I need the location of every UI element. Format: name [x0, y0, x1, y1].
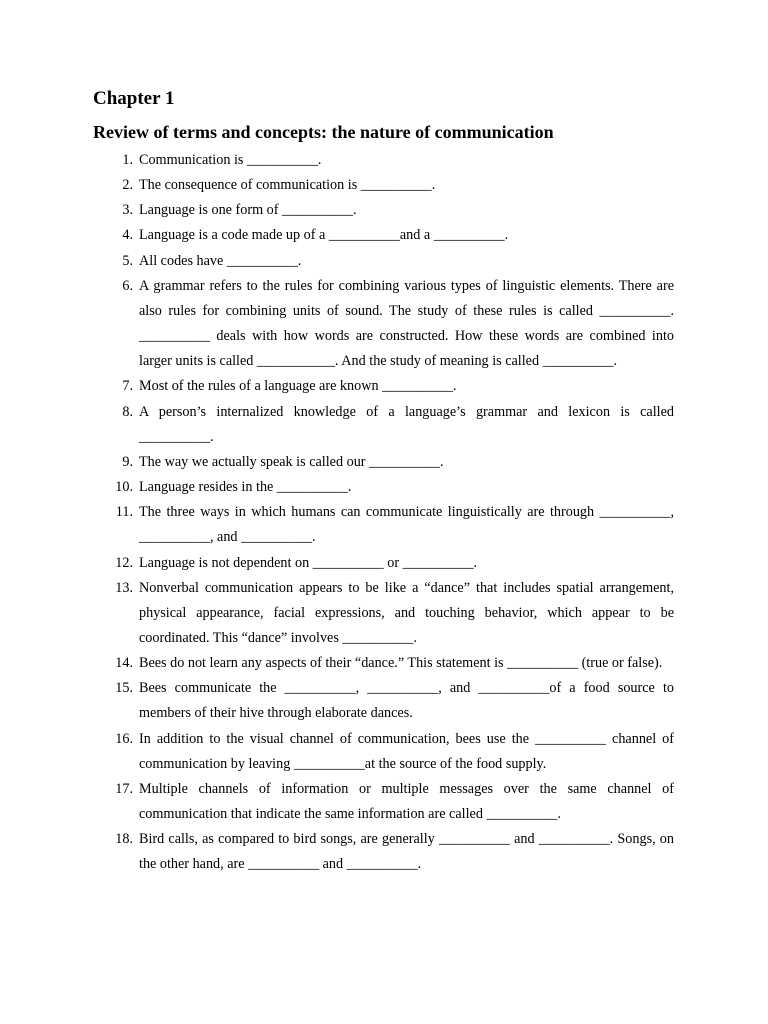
item-number: 13. — [115, 579, 133, 596]
item-number: 18. — [115, 831, 133, 848]
item-text: The three ways in which humans can communicate linguistically are through __________, __________, and __________. — [139, 504, 674, 546]
list-item — [93, 198, 674, 223]
item-number: 2. — [122, 177, 133, 194]
item-number: 5. — [122, 252, 133, 269]
list-item — [93, 274, 674, 375]
list-item — [93, 651, 674, 676]
item-text: Communication is __________. — [139, 152, 322, 168]
item-number: 4. — [122, 227, 133, 244]
item-number: 8. — [122, 403, 133, 420]
section-title: Review of terms and concepts: the nature of communication — [93, 122, 554, 142]
item-text: Language is one form of __________. — [139, 202, 357, 219]
item-number: 15. — [115, 680, 133, 697]
item-text: The way we actually speak is called our __________. — [139, 453, 444, 470]
list-item — [93, 475, 674, 500]
list-item — [93, 551, 674, 576]
item-text: Multiple channels of information or multiple messages over the same channel of communication that indicate the same information are called __________. — [139, 780, 674, 823]
item-text: Bees communicate the __________, __________, and __________of a food source to members of their hive through elaborate dances. — [139, 680, 674, 722]
item-number: 3. — [122, 202, 133, 219]
item-number: 9. — [122, 453, 133, 470]
item-text: Language is not dependent on __________ or __________. — [139, 554, 478, 571]
item-text: All codes have __________. — [139, 252, 302, 269]
list-item — [93, 249, 674, 274]
item-text: A grammar refers to the rules for combining various types of linguistic elements. There are also rules for combining units of sound. The study of these rules is called __________. __________ deals with how words are constructed. How these words are combined into larger units is called ___________. And the study of meaning is called __________. — [139, 277, 674, 370]
item-number: 7. — [122, 378, 133, 395]
item-text: Most of the rules of a language are known __________. — [139, 378, 457, 395]
item-number: 12. — [115, 554, 133, 571]
item-text: Language is a code made up of a __________and a __________. — [139, 227, 509, 244]
item-number: 11. — [115, 504, 133, 521]
item-text: The consequence of communication is __________. — [139, 177, 436, 194]
item-text: In addition to the visual channel of communication, bees use the __________ channel of communication by leaving __________at the source of the food supply. — [139, 730, 674, 772]
item-text: Bird calls, as compared to bird songs, are generally __________ and __________. Songs, on the other hand, are __________ and __________. — [139, 831, 674, 873]
list-item — [93, 676, 674, 726]
item-number: 10. — [115, 479, 133, 496]
list-item — [93, 727, 674, 777]
item-number: 14. — [115, 655, 133, 672]
item-number: 17. — [115, 780, 133, 797]
list-item — [93, 500, 674, 550]
list-item — [93, 173, 674, 198]
question-list — [93, 148, 674, 878]
chapter-title: Chapter 1 — [93, 88, 175, 109]
list-item — [93, 576, 674, 651]
list-item — [93, 827, 674, 877]
list-item — [93, 400, 674, 450]
list-item — [93, 148, 674, 173]
item-text: Bees do not learn any aspects of their “dance.” This statement is __________ (true or false). — [139, 655, 663, 672]
list-item — [93, 777, 674, 827]
list-item — [93, 223, 674, 248]
item-number: 1. — [122, 152, 133, 168]
item-number: 16. — [115, 730, 133, 747]
list-item — [93, 450, 674, 475]
item-text: Language resides in the __________. — [139, 479, 352, 496]
item-number: 6. — [122, 277, 133, 294]
list-item — [93, 374, 674, 399]
item-text: A person’s internalized knowledge of a language’s grammar and lexicon is called __________. — [139, 403, 674, 445]
item-text: Nonverbal communication appears to be like a “dance” that includes spatial arrangement, physical appearance, facial expressions, and touching behavior, which appear to be coordinated. This “dance” involves __________. — [139, 579, 674, 646]
